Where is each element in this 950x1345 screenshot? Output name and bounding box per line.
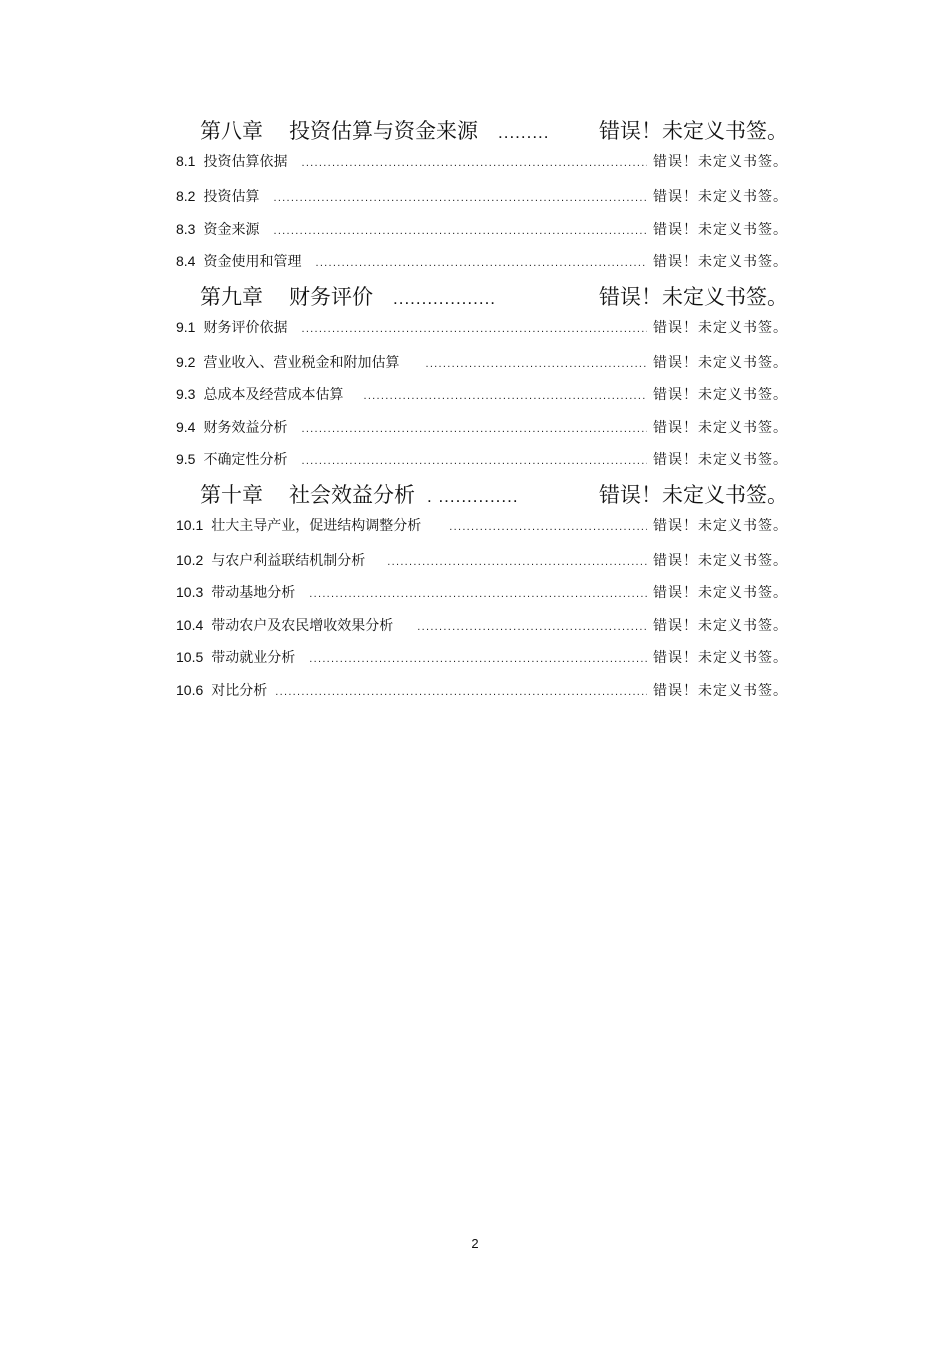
section-title: 财务效益分析 [203,419,288,436]
section-title: 投资估算依据 [203,154,288,170]
dot-leader [275,676,647,709]
section-page-ref: 错误！未定义书签。 [653,189,788,205]
toc-section-8-2[interactable] [176,180,788,213]
dot-leader [301,413,647,446]
chapter-title: 投资估算与资金来源 [289,119,478,143]
section-number: 10.2 [176,551,204,568]
dot-leader [301,152,647,174]
chapter-page-ref: 错误！未定义书签。 [599,482,788,507]
section-number: 9.5 [176,451,196,467]
toc-section-10-3[interactable] [176,576,788,609]
section-page-ref: 错误！未定义书签。 [653,452,788,468]
chapter-number: 第九章 [200,284,263,309]
chapter-page-ref: 错误！未定义书签。 [599,284,788,309]
dot-leader [301,445,647,478]
toc-section-8-4[interactable] [176,245,788,278]
section-title: 投资估算 [203,189,260,205]
dot-leader [387,546,647,579]
section-number: 10.4 [176,616,204,633]
dot-leader [273,215,647,248]
chapter-number: 第十章 [200,482,263,507]
toc-section-10-4[interactable] [176,609,788,642]
chapter-leader: . .............. [427,486,519,506]
dot-leader [315,247,647,280]
section-number: 9.4 [176,418,196,435]
section-page-ref: 错误！未定义书签。 [653,319,788,336]
section-title: 对比分析 [211,682,268,699]
toc-section-10-1[interactable] [176,514,788,544]
toc-chapter-10[interactable] [176,476,788,514]
toc-chapter-8[interactable] [176,112,788,150]
toc-section-8-1[interactable] [176,150,788,180]
section-page-ref: 错误！未定义书签。 [653,650,788,666]
chapter-title: 财务评价 [289,284,373,309]
section-number: 10.3 [176,584,204,600]
section-number: 9.1 [176,318,196,335]
section-title: 资金使用和管理 [203,254,302,270]
page-number: 2 [471,1236,479,1251]
dot-leader [425,348,647,381]
toc-section-9-1[interactable] [176,316,788,346]
dot-leader [309,643,647,676]
dot-leader [273,182,647,215]
section-page-ref: 错误！未定义书签。 [653,517,788,534]
dot-leader [363,380,647,413]
section-title: 总成本及经营成本估算 [203,387,344,403]
dot-leader [417,611,647,644]
section-number: 8.2 [176,188,196,204]
chapter-number: 第八章 [200,119,263,143]
section-page-ref: 错误！未定义书签。 [653,387,788,403]
dot-leader [309,578,647,611]
section-page-ref: 错误！未定义书签。 [653,617,788,634]
chapter-title: 社会效益分析 [289,482,415,507]
toc-section-8-3[interactable] [176,213,788,246]
section-number: 10.5 [176,649,204,665]
section-title: 不确定性分析 [203,452,288,468]
section-title: 带动基地分析 [211,585,296,601]
dot-leader [449,516,647,538]
dot-leader [301,318,647,340]
section-title: 带动农户及农民增收效果分析 [211,617,394,634]
section-page-ref: 错误！未定义书签。 [653,354,788,371]
section-page-ref: 错误！未定义书签。 [653,154,788,170]
section-title: 带动就业分析 [211,650,296,666]
toc-section-10-5[interactable] [176,641,788,674]
section-page-ref: 错误！未定义书签。 [653,682,788,699]
section-page-ref: 错误！未定义书签。 [653,419,788,436]
section-title: 资金来源 [203,221,260,238]
section-title: 财务评价依据 [203,319,288,336]
section-page-ref: 错误！未定义书签。 [653,552,788,569]
toc-section-9-3[interactable] [176,378,788,411]
section-number: 10.6 [176,681,204,698]
section-title: 营业收入、营业税金和附加估算 [203,354,400,371]
section-number: 8.4 [176,253,196,269]
toc-section-9-5[interactable] [176,443,788,476]
toc-section-9-2[interactable] [176,346,788,379]
toc-section-10-2[interactable] [176,544,788,577]
section-title: 与农户利益联结机制分析 [211,552,366,569]
chapter-leader: ......... [498,123,550,142]
section-number: 9.2 [176,353,196,370]
section-page-ref: 错误！未定义书签。 [653,585,788,601]
chapter-page-ref: 错误！未定义书签。 [599,119,788,143]
section-page-ref: 错误！未定义书签。 [653,221,788,238]
section-number: 8.1 [176,153,196,169]
toc-section-9-4[interactable] [176,411,788,444]
section-title: 壮大主导产业，促进结构调整分析 [211,517,422,534]
toc-chapter-9[interactable] [176,278,788,316]
section-page-ref: 错误！未定义书签。 [653,254,788,270]
section-number: 10.1 [176,516,204,533]
table-of-contents [176,112,788,706]
toc-section-10-6[interactable] [176,674,788,707]
section-number: 8.3 [176,220,196,237]
chapter-leader: .................. [393,288,497,308]
section-number: 9.3 [176,386,196,402]
